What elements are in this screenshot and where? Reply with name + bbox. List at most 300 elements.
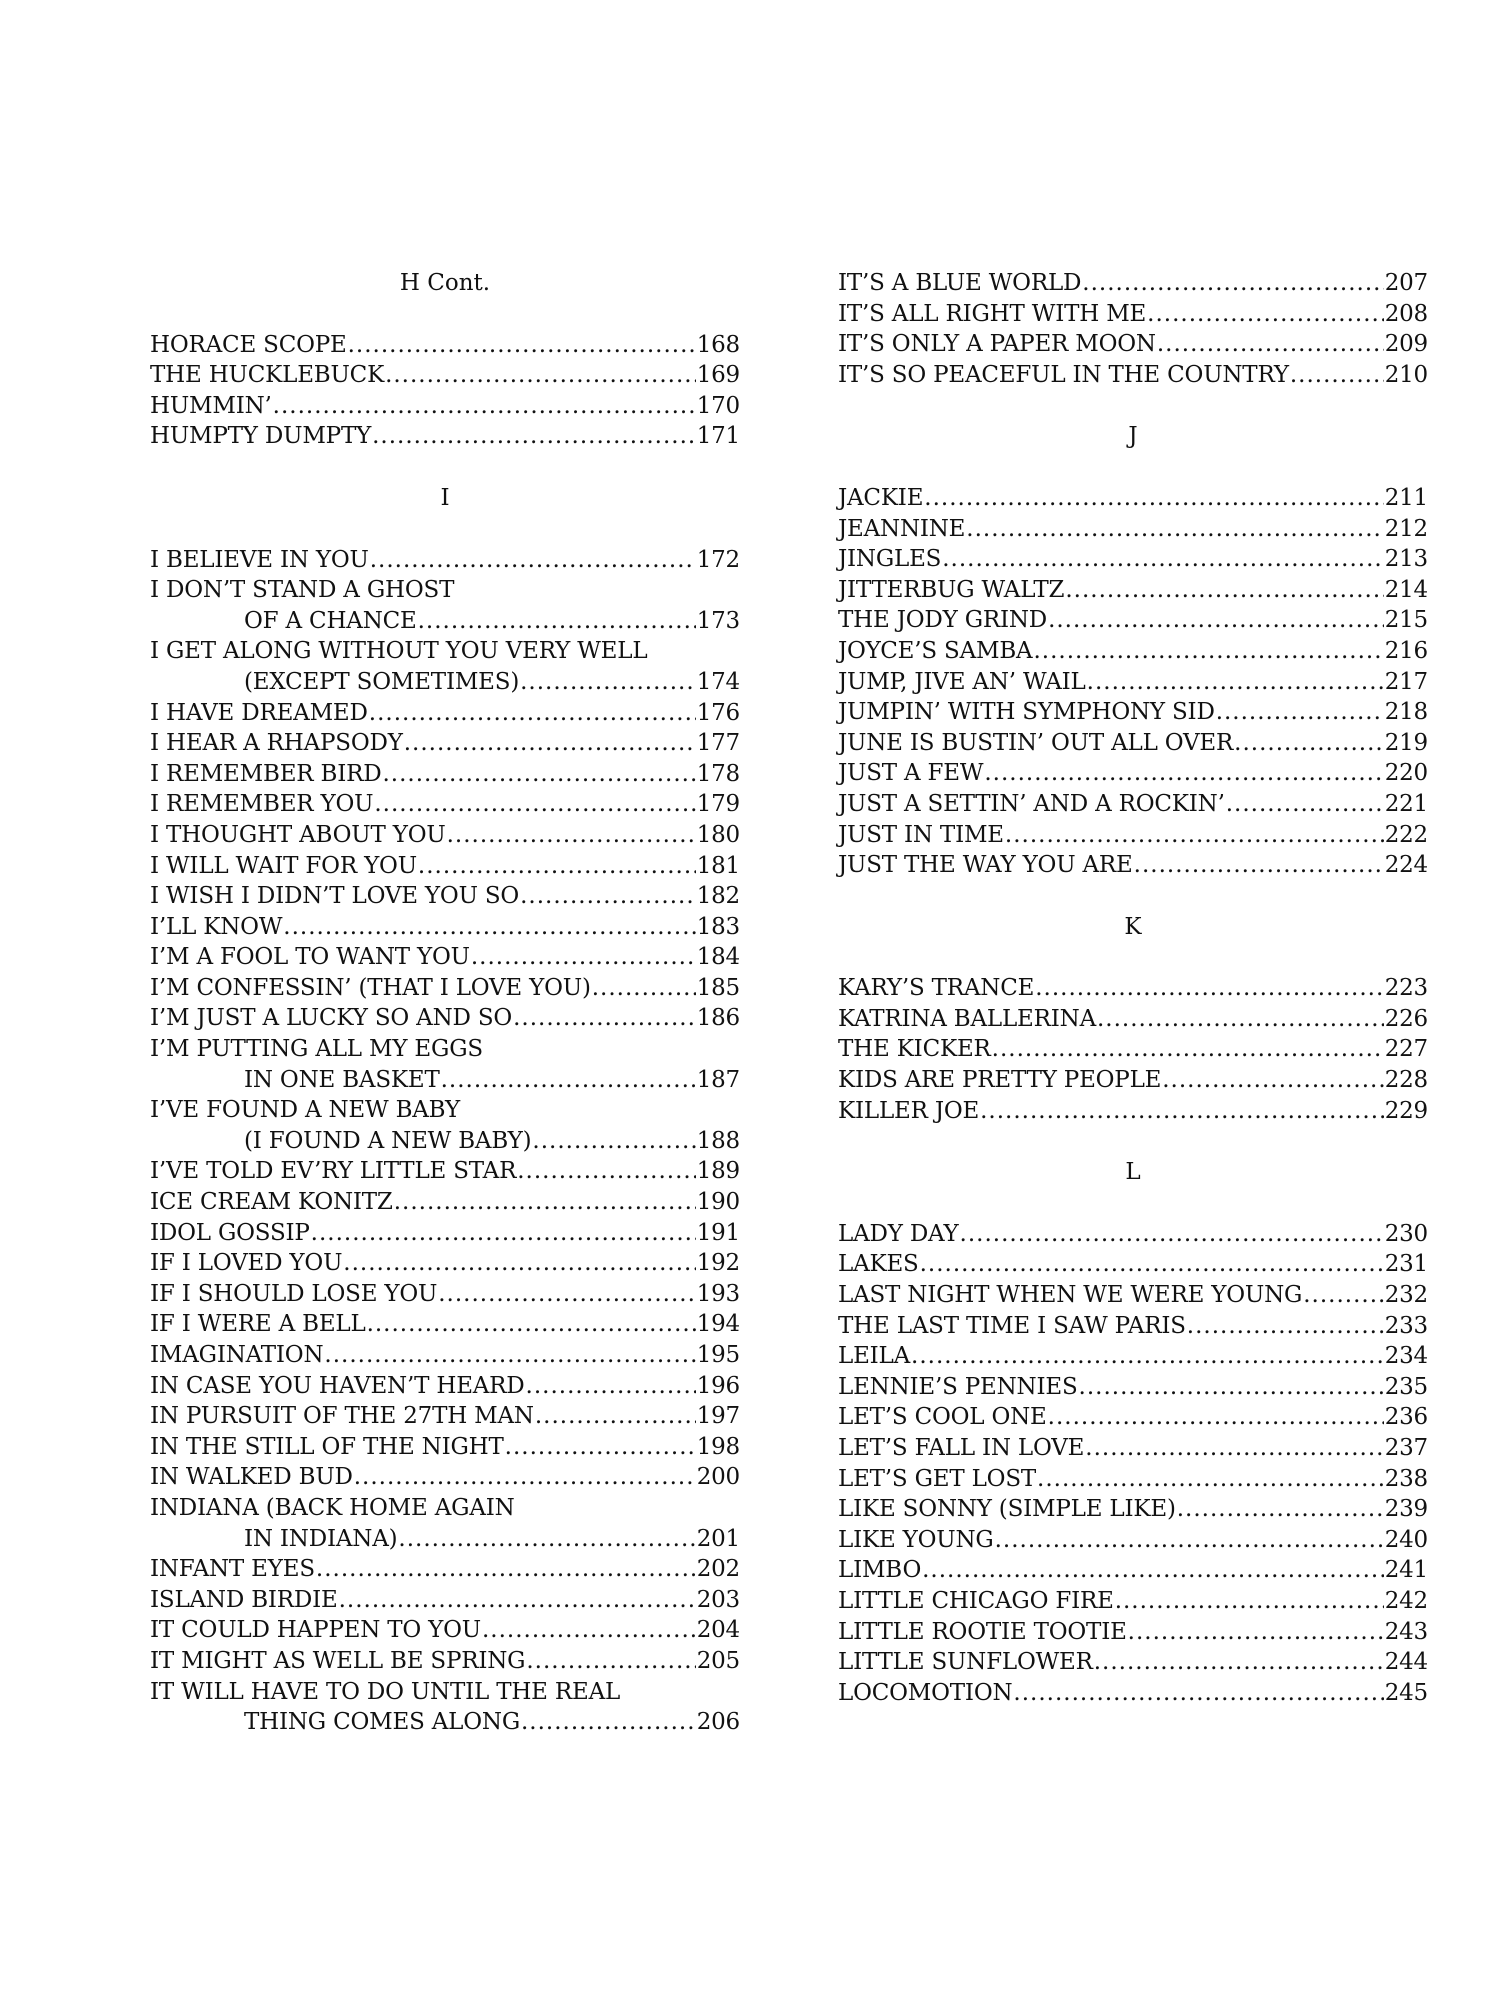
entry-page-number: 186	[696, 1005, 740, 1032]
dot-leader	[394, 1187, 696, 1218]
index-entry[interactable]	[838, 360, 1428, 391]
index-entry[interactable]	[838, 575, 1428, 606]
entry-page-number: 243	[1384, 1618, 1428, 1645]
dot-leader	[1290, 360, 1384, 391]
dot-leader	[316, 1554, 696, 1585]
index-entry[interactable]	[150, 1187, 740, 1218]
entry-page-number: 236	[1384, 1404, 1428, 1431]
index-entry[interactable]	[838, 544, 1428, 575]
dot-leader	[1147, 299, 1384, 330]
entry-page-number: 185	[696, 974, 740, 1001]
entry-title: LOCOMOTION	[838, 1679, 1013, 1706]
entry-list	[150, 545, 740, 1738]
index-entry[interactable]	[838, 973, 1428, 1004]
index-entry[interactable]	[150, 1156, 740, 1187]
entry-page-number: 169	[696, 362, 740, 389]
entry-title: HUMPTY DUMPTY	[150, 423, 372, 450]
dot-leader	[1013, 1678, 1383, 1709]
entry-page-number: 227	[1384, 1036, 1428, 1063]
dot-leader	[1085, 1433, 1383, 1464]
entry-title: I HEAR A RHAPSODY	[150, 730, 403, 757]
entry-page-number: 184	[696, 944, 740, 971]
entry-page-number: 174	[696, 668, 740, 695]
entry-title: JITTERBUG WALTZ	[838, 576, 1065, 603]
entry-page-number: 204	[696, 1617, 740, 1644]
dot-leader	[482, 1615, 696, 1646]
entry-title: IF I WERE A BELL	[150, 1311, 366, 1338]
index-entry[interactable]	[838, 820, 1428, 851]
index-entry[interactable]	[150, 667, 740, 698]
entry-page-number: 196	[696, 1372, 740, 1399]
index-entry[interactable]	[150, 1309, 740, 1340]
dot-leader	[1216, 697, 1384, 728]
entry-title: LENNIE’S PENNIES	[838, 1373, 1078, 1400]
entry-page-number: 191	[696, 1219, 740, 1246]
dot-leader	[1187, 1311, 1384, 1342]
dot-leader	[441, 1065, 696, 1096]
entry-page-number: 226	[1384, 1005, 1428, 1032]
entry-title: JUST THE WAY YOU ARE	[838, 852, 1133, 879]
dot-leader	[1128, 1617, 1384, 1648]
entry-page-number: 245	[1384, 1679, 1428, 1706]
index-entry[interactable]	[838, 1341, 1428, 1372]
entry-page-number: 171	[696, 423, 740, 450]
dot-leader	[1065, 575, 1383, 606]
entry-title: (EXCEPT SOMETIMES)	[244, 668, 520, 695]
entry-page-number: 203	[696, 1586, 740, 1613]
entry-page-number: 238	[1384, 1465, 1428, 1492]
entry-page-number: 190	[696, 1189, 740, 1216]
section-heading-h-cont: H Cont.	[399, 270, 491, 296]
entry-page-number: 179	[696, 791, 740, 818]
index-entry[interactable]	[150, 1248, 740, 1279]
dot-leader	[532, 1126, 695, 1157]
entry-title: IT’S A BLUE WORLD	[838, 270, 1082, 296]
entry-title: IF I SHOULD LOSE YOU	[150, 1280, 438, 1307]
spacer	[838, 881, 1428, 912]
dot-leader	[1303, 1280, 1383, 1311]
dot-leader	[367, 1309, 696, 1340]
entry-title: I BELIEVE IN YOU	[150, 546, 369, 573]
entry-title: IN CASE YOU HAVEN’T HEARD	[150, 1372, 525, 1399]
entry-title: JEANNINE	[838, 515, 966, 542]
index-entry[interactable]	[150, 912, 740, 943]
dot-leader	[343, 1248, 695, 1279]
entry-page-number: 213	[1384, 546, 1428, 573]
left-column	[150, 268, 740, 1738]
section-heading-l: L	[1125, 1159, 1141, 1186]
entry-page-number: 223	[1384, 975, 1428, 1002]
entry-title: IMAGINATION	[150, 1342, 324, 1368]
entry-page-number: 237	[1384, 1435, 1428, 1461]
entry-page-number: 201	[696, 1525, 740, 1552]
entry-title: LITTLE ROOTIE TOOTIE	[838, 1618, 1127, 1645]
entry-page-number: 218	[1384, 699, 1428, 726]
entry-page-number: 235	[1384, 1373, 1428, 1400]
index-entry[interactable]	[150, 1401, 740, 1432]
entry-title: I’M A FOOL TO WANT YOU	[150, 944, 470, 971]
index-entry[interactable]	[838, 329, 1428, 360]
dot-leader	[1162, 1065, 1383, 1096]
entry-page-number: 230	[1384, 1220, 1428, 1247]
entry-title-line: IT WILL HAVE TO DO UNTIL THE REAL	[150, 1678, 621, 1705]
entry-page-number: 168	[696, 331, 740, 358]
entry-page-number: 242	[1384, 1587, 1428, 1614]
entry-page-number: 232	[1384, 1282, 1428, 1309]
index-entry[interactable]	[838, 1280, 1428, 1311]
spacer	[838, 452, 1428, 483]
entry-title: ISLAND BIRDIE	[150, 1586, 338, 1613]
index-entry[interactable]	[150, 391, 740, 422]
entry-title: THE JODY GRIND	[838, 607, 1048, 634]
entry-page-number: 180	[696, 821, 740, 848]
dot-leader	[1115, 1586, 1384, 1617]
dot-leader	[1094, 1647, 1384, 1678]
dot-leader	[526, 1646, 695, 1677]
index-entry[interactable]	[150, 1462, 740, 1493]
entry-title-line: I GET ALONG WITHOUT YOU VERY WELL	[150, 638, 648, 665]
entry-title: KARY’S TRANCE	[838, 975, 1035, 1002]
index-entry[interactable]	[838, 728, 1428, 759]
index-entry[interactable]	[150, 330, 740, 361]
index-entry[interactable]	[150, 698, 740, 729]
entry-title: OF A CHANCE	[244, 607, 417, 634]
section-heading-k: K	[1124, 913, 1142, 940]
entry-page-number: 176	[696, 699, 740, 726]
dot-leader	[1082, 268, 1383, 299]
dot-leader	[311, 1218, 696, 1249]
entry-list	[150, 330, 740, 452]
entry-page-number: 233	[1384, 1312, 1428, 1339]
index-entry[interactable]	[150, 1585, 740, 1616]
entry-title: KATRINA BALLERINA	[838, 1005, 1096, 1032]
index-entry[interactable]	[838, 1004, 1428, 1035]
index-entry[interactable]	[838, 1494, 1428, 1525]
entry-title: IN THE STILL OF THE NIGHT	[150, 1433, 504, 1460]
entry-page-number: 211	[1384, 484, 1428, 511]
dot-leader	[592, 973, 696, 1004]
index-entry[interactable]	[838, 483, 1428, 514]
entry-title: LET’S GET LOST	[838, 1465, 1037, 1492]
index-entry[interactable]	[150, 881, 740, 912]
dot-leader	[1033, 636, 1383, 667]
entry-title: I’LL KNOW	[150, 913, 283, 940]
dot-leader	[520, 667, 696, 698]
index-entry[interactable]	[838, 1678, 1428, 1709]
dot-leader	[471, 942, 696, 973]
entry-title-line: INDIANA (BACK HOME AGAIN	[150, 1494, 515, 1521]
entry-title: (I FOUND A NEW BABY)	[244, 1127, 532, 1154]
entry-page-number: 197	[696, 1403, 740, 1430]
entry-page-number: 208	[1384, 300, 1428, 327]
entry-page-number: 217	[1384, 668, 1428, 695]
spacer	[150, 452, 740, 483]
entry-title: I REMEMBER YOU	[150, 791, 374, 818]
dot-leader	[1079, 1372, 1384, 1403]
dot-leader	[374, 789, 695, 820]
index-entry[interactable]	[150, 973, 740, 1004]
dot-leader	[1097, 1004, 1384, 1035]
entry-title-line: I DON’T STAND A GHOST	[150, 577, 455, 604]
index-entry[interactable]	[838, 1525, 1428, 1556]
entry-title: IF I LOVED YOU	[150, 1250, 343, 1277]
entry-page-number: 198	[696, 1433, 740, 1460]
entry-title: LAKES	[838, 1251, 919, 1278]
entry-title: LIMBO	[838, 1557, 922, 1584]
entry-title-line: I’VE FOUND A NEW BABY	[150, 1097, 460, 1124]
entry-page-number: 172	[696, 546, 740, 573]
index-entry[interactable]	[150, 1615, 740, 1646]
entry-title: JACKIE	[838, 484, 924, 511]
dot-leader	[505, 1432, 696, 1463]
entry-title-line: I’M PUTTING ALL MY EGGS	[150, 1036, 483, 1063]
entry-page-number: 202	[696, 1556, 740, 1583]
entry-title: IN WALKED BUD	[150, 1464, 353, 1491]
entry-title: KILLER JOE	[838, 1097, 980, 1124]
entry-page-number: 222	[1384, 821, 1428, 848]
entry-page-number: 189	[696, 1158, 740, 1185]
dot-leader	[418, 606, 696, 637]
entry-list	[838, 268, 1428, 390]
index-entry[interactable]	[838, 1617, 1428, 1648]
index-entry[interactable]	[838, 1034, 1428, 1065]
spacer	[838, 1126, 1428, 1157]
index-entry[interactable]	[150, 421, 740, 452]
index-entry[interactable]	[838, 1311, 1428, 1342]
entry-title: KIDS ARE PRETTY PEOPLE	[838, 1067, 1162, 1094]
entry-title: IT’S SO PEACEFUL IN THE COUNTRY	[838, 361, 1289, 388]
entry-title: THE KICKER	[838, 1036, 991, 1063]
entry-title: JOYCE’S SAMBA	[838, 637, 1033, 664]
entry-list	[838, 483, 1428, 881]
index-entry[interactable]	[838, 1433, 1428, 1464]
dot-leader	[924, 483, 1383, 514]
entry-title: INFANT EYES	[150, 1556, 315, 1583]
index-entry[interactable]	[838, 1065, 1428, 1096]
dot-leader	[513, 1003, 696, 1034]
entry-title: I HAVE DREAMED	[150, 699, 368, 726]
entry-title: LAST NIGHT WHEN WE WERE YOUNG	[838, 1282, 1303, 1309]
dot-leader	[922, 1555, 1384, 1586]
dot-leader	[385, 360, 696, 391]
entry-page-number: 181	[696, 852, 740, 879]
entry-title: JUST IN TIME	[838, 821, 1004, 848]
index-entry[interactable]	[838, 1464, 1428, 1495]
entry-title: JUST A FEW	[838, 760, 984, 787]
entry-title: I THOUGHT ABOUT YOU	[150, 821, 446, 848]
index-entry[interactable]	[150, 1218, 740, 1249]
dot-leader	[1035, 973, 1383, 1004]
section-heading-j: J	[1128, 423, 1138, 450]
index-entry[interactable]	[838, 299, 1428, 330]
entry-title: JUMP, JIVE AN’ WAIL	[838, 668, 1086, 695]
entry-title: IDOL GOSSIP	[150, 1219, 310, 1246]
index-entry[interactable]	[838, 1249, 1428, 1280]
index-entry[interactable]	[838, 605, 1428, 636]
index-entry[interactable]	[838, 268, 1428, 299]
entry-page-number: 220	[1384, 760, 1428, 787]
index-entry[interactable]	[150, 942, 740, 973]
index-entry[interactable]	[838, 667, 1428, 698]
index-entry[interactable]	[838, 1647, 1428, 1678]
dot-leader	[339, 1585, 696, 1616]
entry-page-number: 241	[1384, 1557, 1428, 1584]
entry-page-number: 182	[696, 883, 740, 910]
entry-title: I WILL WAIT FOR YOU	[150, 852, 417, 879]
dot-leader	[283, 912, 695, 943]
entry-title: LITTLE CHICAGO FIRE	[838, 1587, 1114, 1614]
entry-title: LET’S COOL ONE	[838, 1404, 1047, 1431]
entry-page-number: 205	[696, 1647, 740, 1674]
dot-leader	[526, 1371, 696, 1402]
dot-leader	[984, 758, 1383, 789]
entry-title: IT COULD HAPPEN TO YOU	[150, 1617, 481, 1644]
index-entry[interactable]	[838, 1096, 1428, 1127]
dot-leader	[980, 1096, 1384, 1127]
spacer	[838, 390, 1428, 421]
index-entry[interactable]	[150, 1340, 740, 1371]
index-entry[interactable]	[150, 545, 740, 576]
dot-leader	[535, 1401, 696, 1432]
index-entry[interactable]	[150, 1524, 740, 1555]
right-column	[838, 268, 1428, 1708]
entry-title: LITTLE SUNFLOWER	[838, 1649, 1093, 1676]
index-entry[interactable]	[838, 789, 1428, 820]
entry-title: IN ONE BASKET	[244, 1066, 440, 1093]
index-entry[interactable]	[150, 759, 740, 790]
entry-title: IT’S ONLY A PAPER MOON	[838, 331, 1156, 358]
entry-page-number: 187	[696, 1066, 740, 1093]
dot-leader	[517, 1156, 695, 1187]
spacer	[150, 514, 740, 545]
entry-title: THE LAST TIME I SAW PARIS	[838, 1312, 1186, 1339]
entry-page-number: 206	[696, 1709, 740, 1736]
index-entry[interactable]	[838, 850, 1428, 881]
dot-leader	[942, 544, 1383, 575]
index-entry[interactable]	[150, 820, 740, 851]
entry-title: IT’S ALL RIGHT WITH ME	[838, 300, 1147, 327]
index-entry[interactable]	[838, 1219, 1428, 1250]
index-entry[interactable]	[150, 606, 740, 637]
entry-title: LEILA	[838, 1343, 911, 1370]
dot-leader	[1005, 820, 1384, 851]
index-entry[interactable]	[150, 1371, 740, 1402]
entry-page-number: 188	[696, 1127, 740, 1154]
spacer	[838, 1188, 1428, 1219]
index-entry[interactable]	[838, 1372, 1428, 1403]
index-entry[interactable]	[838, 697, 1428, 728]
entry-title: I REMEMBER BIRD	[150, 760, 382, 787]
entry-title: JUMPIN’ WITH SYMPHONY SID	[838, 699, 1215, 726]
dot-leader	[382, 759, 695, 790]
entry-title: THE HUCKLEBUCK	[150, 362, 385, 389]
dot-leader	[995, 1525, 1384, 1556]
dot-leader	[521, 1707, 696, 1738]
dot-leader	[324, 1340, 695, 1371]
dot-leader	[1087, 667, 1384, 698]
entry-page-number: 214	[1384, 576, 1428, 603]
index-entry[interactable]	[150, 1646, 740, 1677]
dot-leader	[1048, 605, 1384, 636]
entry-title: LET’S FALL IN LOVE	[838, 1435, 1085, 1461]
entry-page-number: 228	[1384, 1067, 1428, 1094]
index-entry[interactable]	[838, 758, 1428, 789]
dot-leader	[960, 1219, 1384, 1250]
entry-page-number: 234	[1384, 1343, 1428, 1370]
section-heading-i: I	[440, 484, 450, 511]
dot-leader	[418, 851, 696, 882]
dot-leader	[438, 1279, 695, 1310]
dot-leader	[1134, 850, 1384, 881]
entry-page-number: 219	[1384, 729, 1428, 756]
dot-leader	[354, 1462, 696, 1493]
entry-title: HUMMIN’	[150, 392, 272, 419]
index-entry[interactable]	[150, 851, 740, 882]
entry-page-number: 224	[1384, 852, 1428, 879]
dot-leader	[1177, 1494, 1384, 1525]
index-entry[interactable]	[838, 636, 1428, 667]
entry-title: IN INDIANA)	[244, 1525, 398, 1552]
entry-page-number: 231	[1384, 1251, 1428, 1278]
index-entry[interactable]	[838, 514, 1428, 545]
index-entry[interactable]	[150, 789, 740, 820]
index-entry[interactable]	[150, 728, 740, 759]
dot-leader	[1157, 329, 1384, 360]
entry-page-number: 177	[696, 730, 740, 757]
index-entry[interactable]	[838, 1402, 1428, 1433]
dot-leader	[372, 421, 696, 452]
dot-leader	[920, 1249, 1384, 1280]
entry-title: JUST A SETTIN’ AND A ROCKIN’	[838, 790, 1225, 817]
dot-leader	[1226, 789, 1384, 820]
entry-title: LIKE SONNY (SIMPLE LIKE)	[838, 1496, 1176, 1523]
entry-page-number: 215	[1384, 607, 1428, 634]
index-entry[interactable]	[150, 1554, 740, 1585]
entry-page-number: 216	[1384, 637, 1428, 664]
entry-page-number: 212	[1384, 515, 1428, 542]
entry-list	[838, 1219, 1428, 1709]
index-entry[interactable]	[150, 1065, 740, 1096]
dot-leader	[369, 698, 696, 729]
entry-title: JUNE IS BUSTIN’ OUT ALL OVER	[838, 729, 1234, 756]
entry-list	[838, 973, 1428, 1126]
entry-page-number: 194	[696, 1311, 740, 1338]
dot-leader	[447, 820, 696, 851]
dot-leader	[273, 391, 696, 422]
entry-page-number: 170	[696, 392, 740, 419]
entry-title: HORACE SCOPE	[150, 331, 347, 358]
index-entry[interactable]	[150, 1279, 740, 1310]
spacer	[838, 942, 1428, 973]
index-entry[interactable]	[150, 1003, 740, 1034]
dot-leader	[520, 881, 696, 912]
entry-page-number: 221	[1384, 790, 1428, 817]
index-entry[interactable]	[150, 360, 740, 391]
index-entry[interactable]	[150, 1432, 740, 1463]
index-entry[interactable]	[838, 1586, 1428, 1617]
entry-page-number: 173	[696, 607, 740, 634]
entry-page-number: 209	[1384, 331, 1428, 358]
index-entry[interactable]	[838, 1555, 1428, 1586]
index-entry[interactable]	[150, 1707, 740, 1738]
entry-title: IT MIGHT AS WELL BE SPRING	[150, 1647, 526, 1674]
entry-title: THING COMES ALONG	[244, 1709, 520, 1736]
entry-page-number: 207	[1384, 270, 1428, 296]
dot-leader	[370, 545, 696, 576]
dot-leader	[348, 330, 696, 361]
index-entry[interactable]	[150, 1126, 740, 1157]
entry-title: JINGLES	[838, 546, 942, 573]
